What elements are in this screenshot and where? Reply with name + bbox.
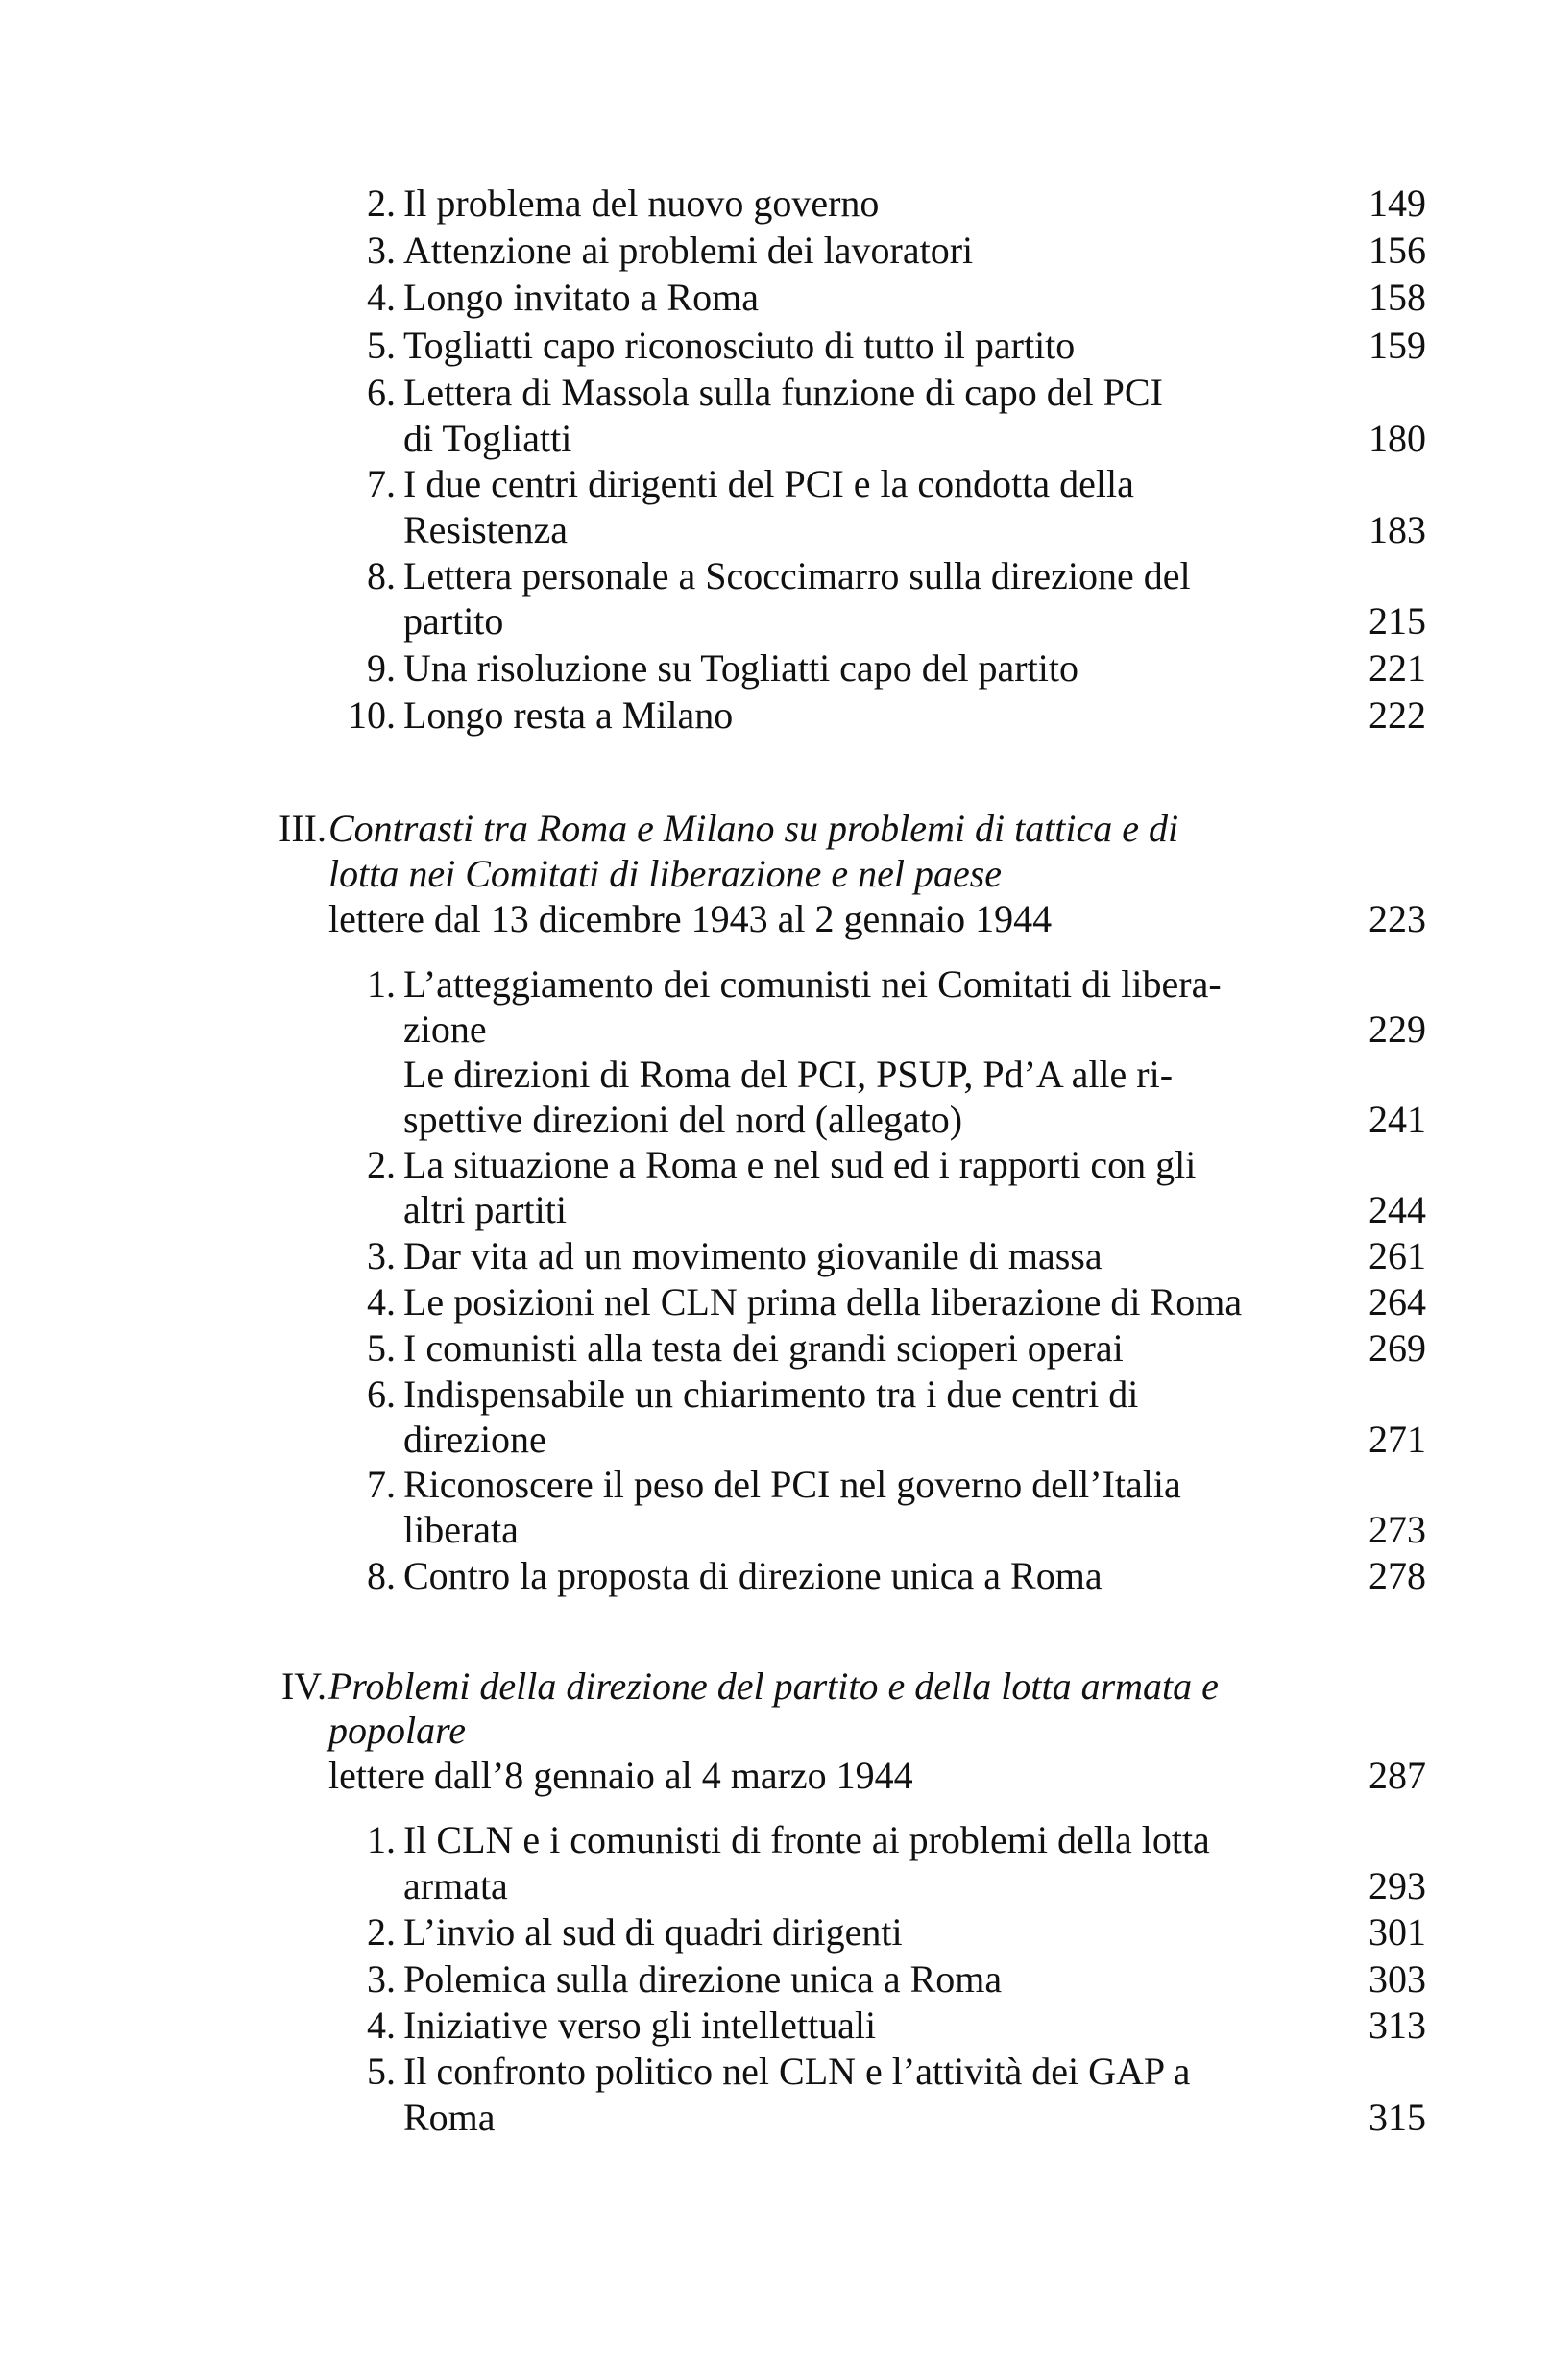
entry-number: 10.	[348, 693, 396, 737]
entry-page-number: 313	[1369, 2004, 1426, 2047]
entry-title: Togliatti capo riconosciuto di tutto il partito	[403, 324, 1076, 367]
section-roman-numeral: III.	[279, 807, 327, 850]
section-page-number: 287	[1369, 1754, 1426, 1797]
section-date-range: lettere dal 13 dicembre 1943 al 2 gennaio 1944	[328, 897, 1053, 940]
entry-title: L’invio al sud di quadri dirigenti	[403, 1910, 903, 1954]
section-roman-numeral: IV.	[280, 1664, 327, 1708]
entry-number: 3.	[367, 1234, 396, 1277]
entry-page-number: 273	[1369, 1508, 1426, 1551]
entry-title: zione	[403, 1008, 487, 1051]
entry-number: 6.	[367, 1372, 396, 1416]
section-title: Contrasti tra Roma e Milano su problemi di tattica e di	[328, 807, 1179, 850]
entry-title: altri partiti	[403, 1188, 567, 1231]
entry-number: 1.	[367, 1818, 396, 1861]
entry-title: I comunisti alla testa dei grandi scioperi operai	[403, 1326, 1124, 1370]
entry-number: 5.	[367, 324, 396, 367]
entry-page-number: 303	[1369, 1957, 1426, 2001]
entry-page-number: 244	[1369, 1188, 1426, 1231]
entry-page-number: 269	[1369, 1326, 1426, 1370]
entry-title: Resistenza	[403, 508, 569, 551]
entry-page-number: 315	[1369, 2096, 1426, 2139]
entry-title: Il problema del nuovo governo	[403, 182, 880, 225]
entry-number: 7.	[367, 1463, 396, 1506]
entry-page-number: 278	[1369, 1554, 1426, 1597]
entry-title: Riconoscere il peso del PCI nel governo dell’Italia	[403, 1463, 1181, 1506]
entry-title: Le direzioni di Roma del PCI, PSUP, Pd’A alle ri-	[403, 1053, 1174, 1096]
section-title: Problemi della direzione del partito e della lotta armata e	[328, 1664, 1219, 1708]
entry-title: Lettera personale a Scoccimarro sulla direzione del	[403, 554, 1191, 597]
entry-number: 3.	[367, 229, 396, 272]
entry-number: 9.	[367, 646, 396, 690]
entry-page-number: 158	[1369, 276, 1426, 319]
entry-page-number: 156	[1369, 229, 1426, 272]
entry-page-number: 215	[1369, 599, 1426, 643]
entry-number: 7.	[367, 462, 396, 505]
entry-number: 4.	[367, 2004, 396, 2047]
entry-page-number: 301	[1369, 1910, 1426, 1954]
entry-title: La situazione a Roma e nel sud ed i rapporti con gli	[403, 1143, 1197, 1186]
entry-number: 2.	[367, 182, 396, 225]
entry-page-number: 222	[1369, 693, 1426, 737]
entry-number: 2.	[367, 1143, 396, 1186]
section-date-range: lettere dall’8 gennaio al 4 marzo 1944	[328, 1754, 913, 1797]
entry-number: 5.	[367, 1326, 396, 1370]
entry-title: Longo resta a Milano	[403, 693, 734, 737]
entry-page-number: 221	[1369, 646, 1426, 690]
entry-number: 8.	[367, 1554, 396, 1597]
entry-page-number: 149	[1369, 182, 1426, 225]
entry-title: partito	[403, 599, 504, 643]
entry-number: 1.	[367, 962, 396, 1006]
entry-page-number: 241	[1369, 1098, 1426, 1141]
entry-title: armata	[403, 1864, 508, 1907]
entry-title: Polemica sulla direzione unica a Roma	[403, 1957, 1003, 2001]
section-page-number: 223	[1369, 897, 1426, 940]
entry-title: Attenzione ai problemi dei lavoratori	[403, 229, 974, 272]
entry-title: spettive direzioni del nord (allegato)	[403, 1098, 963, 1141]
entry-number: 5.	[367, 2050, 396, 2093]
entry-page-number: 261	[1369, 1234, 1426, 1277]
entry-title: di Togliatti	[403, 417, 572, 460]
entry-number: 2.	[367, 1910, 396, 1954]
entry-page-number: 264	[1369, 1280, 1426, 1324]
entry-page-number: 271	[1369, 1418, 1426, 1461]
entry-number: 6.	[367, 371, 396, 414]
entry-page-number: 159	[1369, 324, 1426, 367]
entry-title: L’atteggiamento dei comunisti nei Comitati di libera-	[403, 962, 1222, 1006]
entry-number: 3.	[367, 1957, 396, 2001]
entry-page-number: 180	[1369, 417, 1426, 460]
entry-page-number: 293	[1369, 1864, 1426, 1907]
section-title: lotta nei Comitati di liberazione e nel paese	[328, 852, 1003, 895]
entry-title: Il CLN e i comunisti di fronte ai problemi della lotta	[403, 1818, 1210, 1861]
entry-page-number: 183	[1369, 508, 1426, 551]
entry-title: Le posizioni nel CLN prima della liberazione di Roma	[403, 1280, 1243, 1324]
entry-title: Iniziative verso gli intellettuali	[403, 2004, 877, 2047]
entry-title: Una risoluzione su Togliatti capo del partito	[403, 646, 1078, 690]
entry-title: Roma	[403, 2096, 496, 2139]
entry-title: Longo invitato a Roma	[403, 276, 759, 319]
entry-title: I due centri dirigenti del PCI e la condotta della	[403, 462, 1134, 505]
entry-number: 4.	[367, 1280, 396, 1324]
entry-title: Indispensabile un chiarimento tra i due centri di	[403, 1372, 1139, 1416]
entry-title: Dar vita ad un movimento giovanile di massa	[403, 1234, 1103, 1277]
entry-number: 4.	[367, 276, 396, 319]
entry-title: direzione	[403, 1418, 546, 1461]
entry-title: Lettera di Massola sulla funzione di capo del PCI	[403, 371, 1163, 414]
entry-number: 8.	[367, 554, 396, 597]
entry-title: Il confronto politico nel CLN e l’attività dei GAP a	[403, 2050, 1191, 2093]
section-title: popolare	[328, 1709, 466, 1752]
entry-title: liberata	[403, 1508, 519, 1551]
entry-page-number: 229	[1369, 1008, 1426, 1051]
entry-title: Contro la proposta di direzione unica a Roma	[403, 1554, 1103, 1597]
